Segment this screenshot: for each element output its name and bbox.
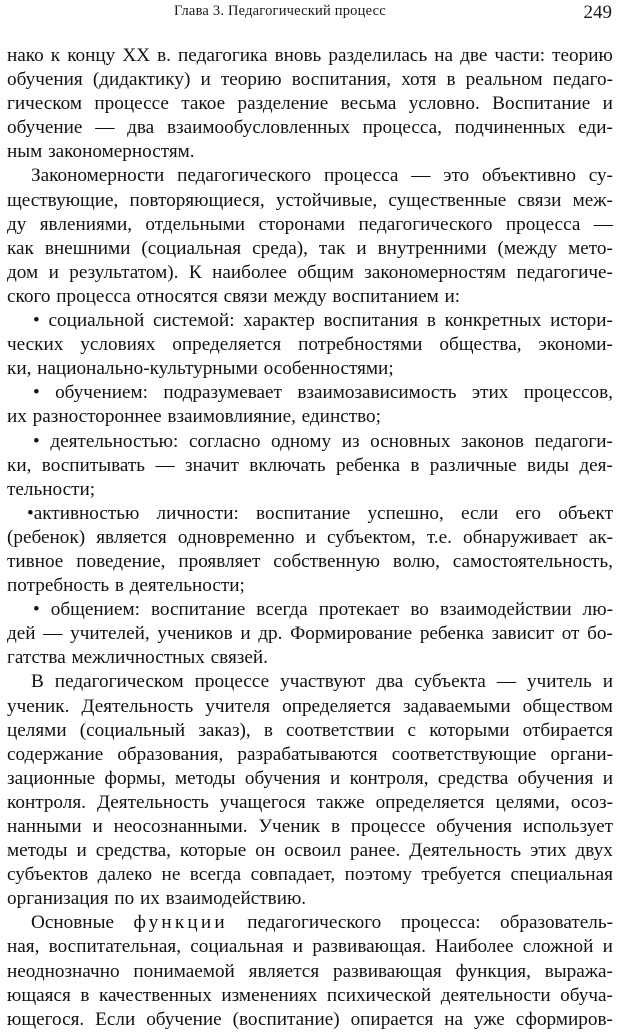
page-number: 249 <box>583 2 612 23</box>
text-line: Закономерности педагогического процесса — это объективно су- <box>31 165 613 187</box>
text-line: (ребенок) является одновременно и субъектом, т.е. обнаруживает ак- <box>7 526 613 548</box>
text-line: ского процесса относятся связи между воспитанием и: <box>7 285 461 307</box>
text-line: гатства межличностных связей. <box>7 647 268 669</box>
text-line: как внешними (социальная среда), так и внутренними (между мето- <box>7 237 613 259</box>
text-line: тивное поведение, проявляет собственную волю, самостоятельность, <box>7 550 613 572</box>
text-line: Основные функции педагогического процесса: образователь- <box>31 912 613 934</box>
text-line: потребность в деятельности; <box>7 575 245 597</box>
text-line: контроля. Деятельность учащегося также определяется целями, осоз- <box>7 791 613 813</box>
text-line: ученик. Деятельность учителя определяется задаваемыми обществом <box>7 695 613 717</box>
text-line: ющаяся в качественных изменениях психической деятельности обуча- <box>7 984 613 1006</box>
text-line: организация по их взаимодействию. <box>7 888 307 910</box>
text-line: ющегося. Если обучение (воспитание) опирается на уже сформиров- <box>7 1008 613 1030</box>
text-line: ду явлениями, отдельными сторонами педагогического процесса — <box>7 213 613 235</box>
text-line: В педагогическом процессе участвуют два субъекта — учитель и <box>31 671 613 693</box>
text-line: субъектов далеко не всегда совпадает, поэтому требуется специальная <box>7 864 613 886</box>
text-line: • обучением: подразумевает взаимозависимость этих процессов, <box>33 382 613 404</box>
text-line: методы и средства, которые он освоил ранее. Деятельность этих двух <box>7 840 613 862</box>
text-line: неоднозначно понимаемой является развивающая функция, выража- <box>7 960 613 982</box>
text-line: •активностью личности: воспитание успешно, если его объект <box>27 502 613 524</box>
text-line: • социальной системой: характер воспитания в конкретных истори- <box>33 310 613 332</box>
running-head: Глава 3. Педагогический процесс <box>174 3 386 19</box>
text-line: гическом процессе такое разделение весьма условно. Воспитание и <box>7 93 613 115</box>
text-line: обучение — два взаимообусловленных процесса, подчиненных еди- <box>7 117 613 139</box>
text-line: содержание образования, разрабатываются соответствующие органи- <box>7 743 613 765</box>
page-header <box>6 2 614 28</box>
text-line: зационные формы, методы обучения и контроля, средства обучения и <box>7 767 613 789</box>
text-line: ществующие, повторяющиеся, устойчивые, существенные связи меж- <box>7 189 613 211</box>
text-line: ки, национально-культурными особенностями; <box>7 358 394 380</box>
text-line: • деятельностью: согласно одному из основных законов педагоги- <box>33 430 613 452</box>
text-line: их разностороннее взаимовлияние, единство; <box>7 406 381 428</box>
text-line: целями (социальный заказ), в соответствии с которыми отбирается <box>7 719 613 741</box>
text-line: нанными и неосознанными. Ученик в процессе обучения использует <box>7 816 613 837</box>
text-line: ная, воспитательная, социальная и развивающая. Наиболее сложной и <box>7 936 613 958</box>
text-line: нако к концу XX в. педагогика вновь разделилась на две части: теорию <box>7 45 613 66</box>
text-line: тельности; <box>7 478 96 500</box>
text-line: дом и результатом). К наиболее общим закономерностям педагогиче- <box>7 261 613 283</box>
text-line: дей — учителей, учеников и др. Формирование ребенка зависит от бо- <box>7 623 613 645</box>
text-line: ным закономерностям. <box>7 141 195 163</box>
body-text <box>7 44 613 1032</box>
text-line: • общением: воспитание всегда протекает во взаимодействии лю- <box>33 599 613 621</box>
text-line: ки, воспитывать — значит включать ребенка в различные виды дея- <box>7 454 613 476</box>
text-line: ческих условиях определяется потребностями общества, экономи- <box>7 334 613 356</box>
text-line: обучения (дидактику) и теорию воспитания, хотя в реальном педаго- <box>7 69 613 91</box>
